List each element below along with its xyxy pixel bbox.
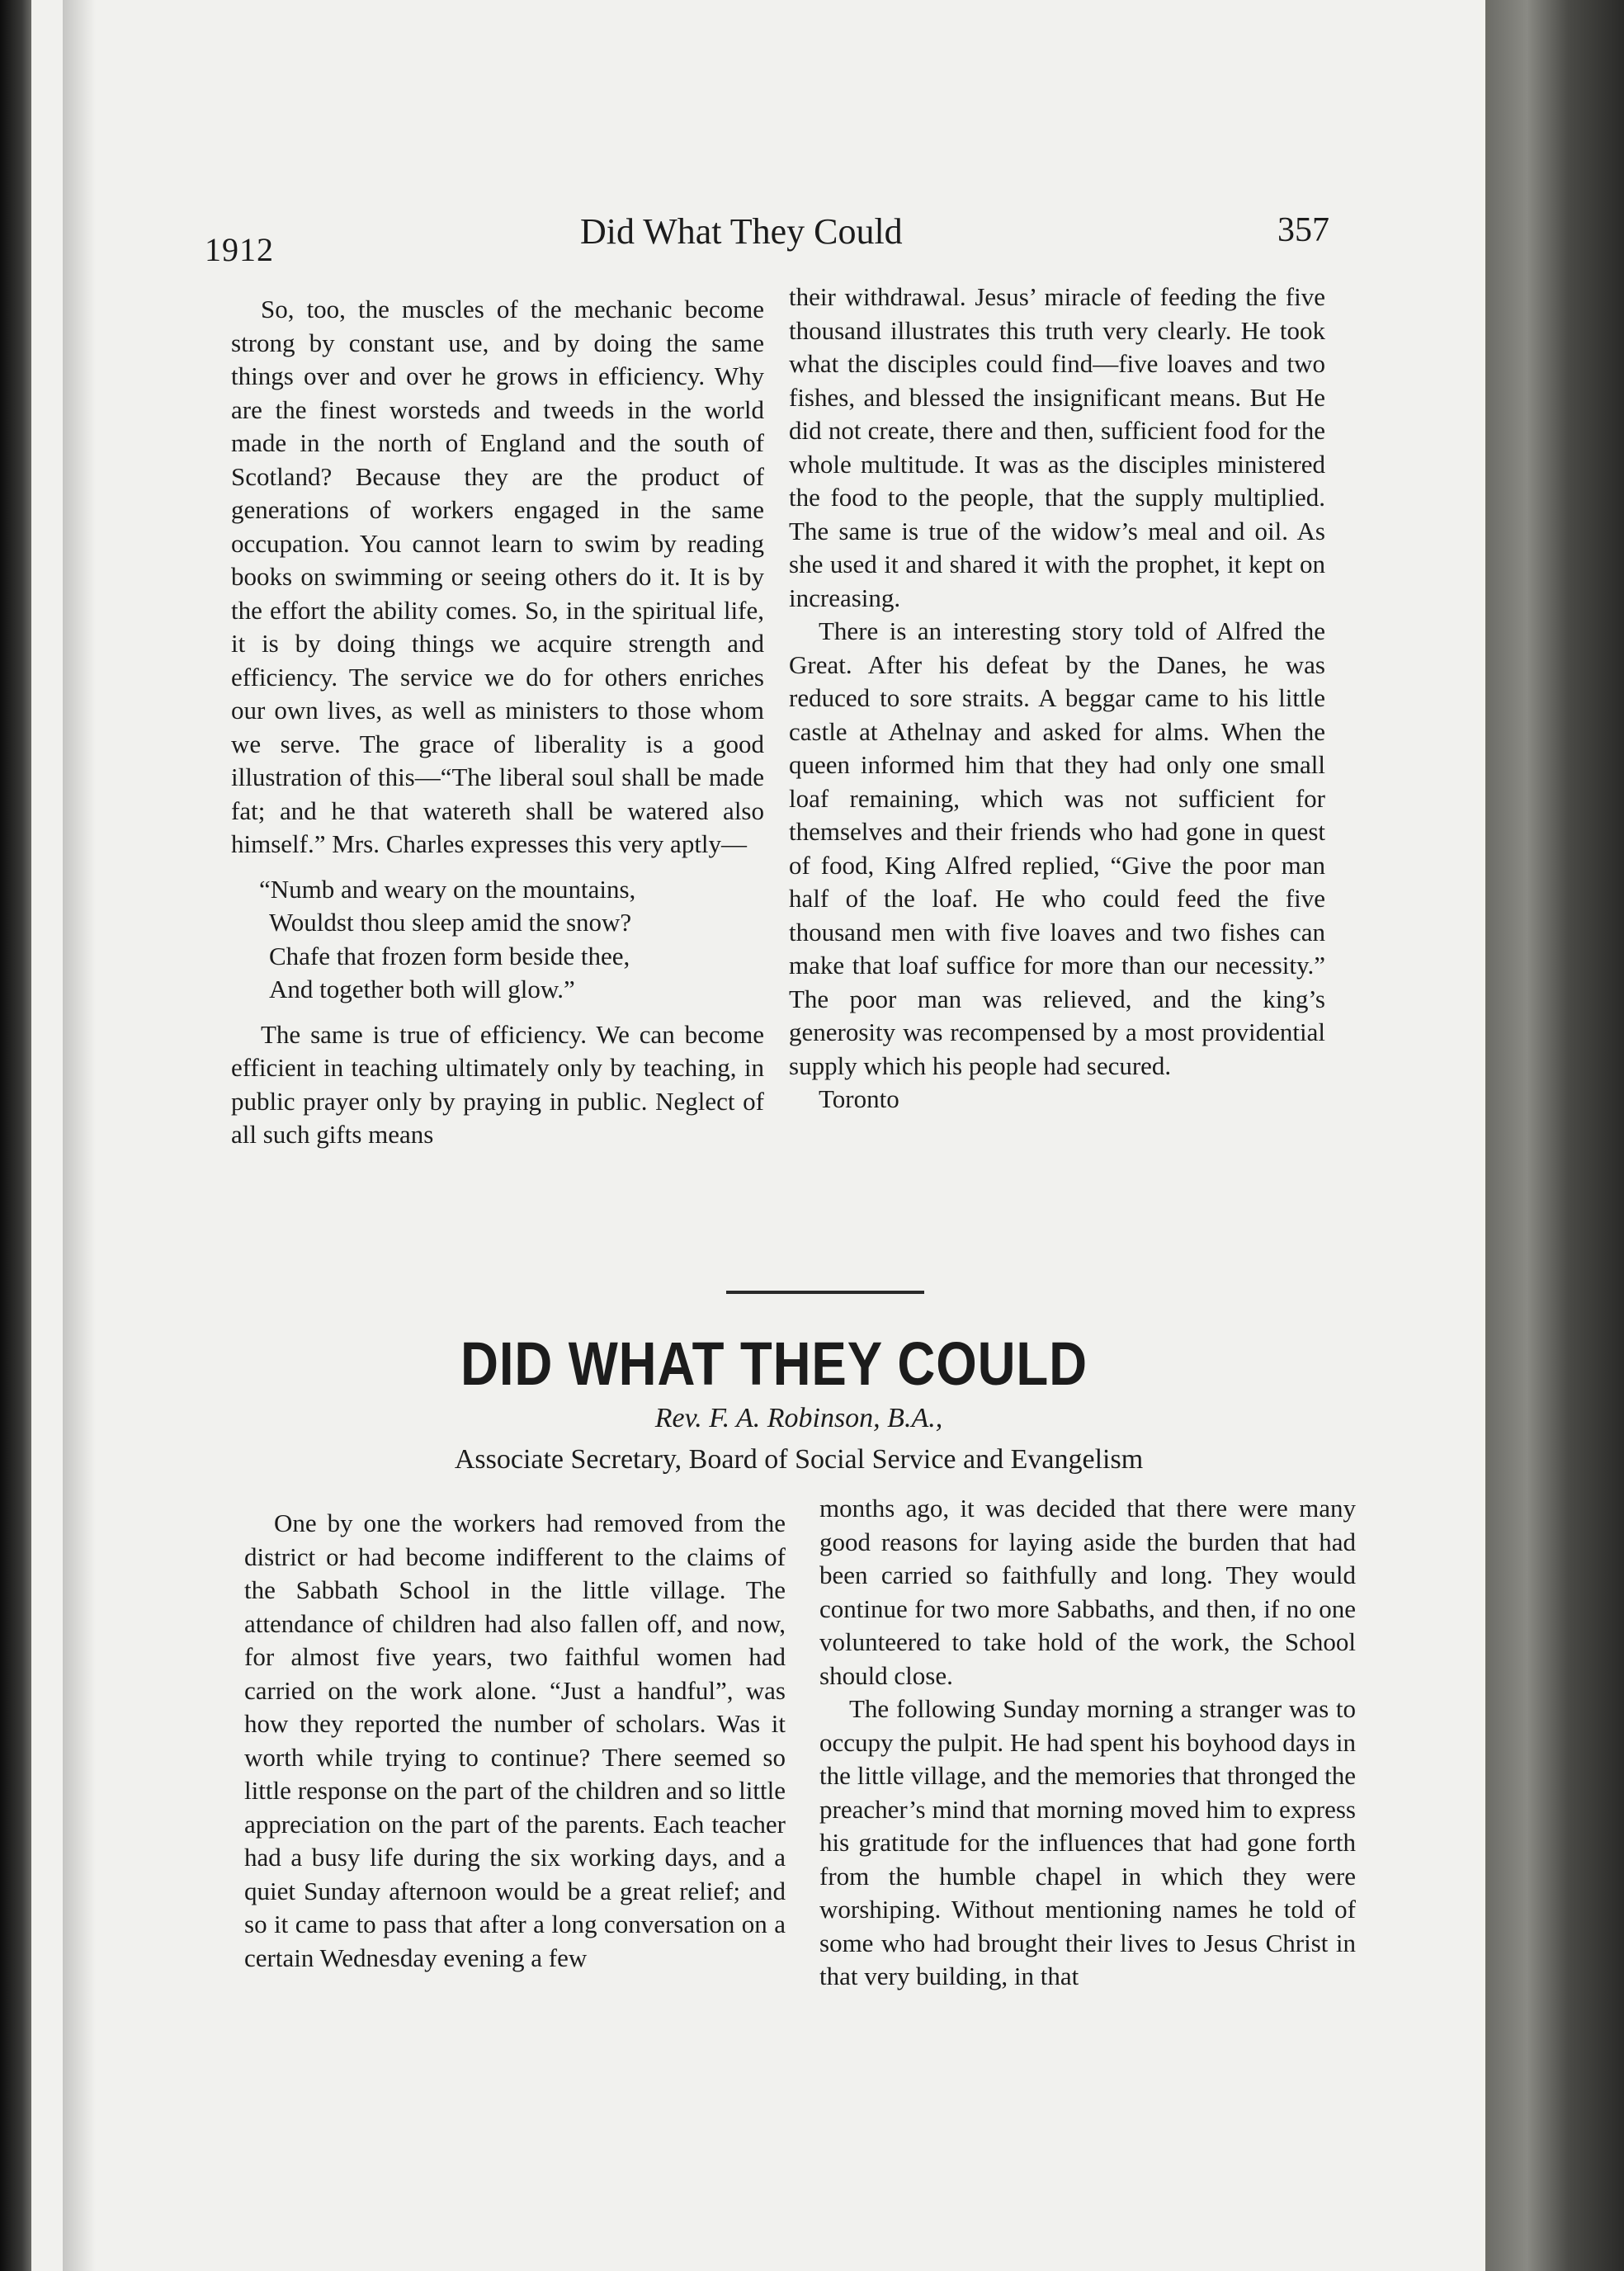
previous-article-right-column [789,281,1325,1117]
author-affiliation: Associate Secretary, Board of Social Service and Evangelism [454,1444,1144,1475]
paragraph: One by one the workers had removed from the district or had become indifferent to the claims of the Sabbath School in the little village. The attendance of children had also fallen off, and now, for almost five years, two faithful women had carried on the work alone. “Just a handful”, was how they reported the number of scholars. Was it worth while trying to continue? There seemed so little response on the part of the children and so little appreciation on the part of the parents. Each teacher had a busy life during the six working days, and a quiet Sunday afternoon would be a great relief; and so it came to pass that after a long conversation on a certain Wednesday evening a few [244,1508,786,1972]
paragraph: their withdrawal. Jesus’ miracle of feeding the five thousand illustrates this truth very clearly. He took what the disciples could find—five loaves and two fishes, and blessed the insignificant means. But He did not create, there and then, sufficient food for the whole multitude. It was as the disciples ministered the food to the people, that the supply multiplied. The same is true of the widow’s meal and oil. As she used it and shared it with the prophet, it kept on increasing. [789,282,1325,612]
section-divider [726,1291,924,1294]
poem-line: Chafe that frozen form beside thee, [269,941,630,970]
article-left-column [244,1507,786,1975]
article-author: Rev. F. A. Robinson, B.A., [654,1403,943,1433]
poem-line: Wouldst thou sleep amid the snow? [269,908,632,937]
poem-line: “Numb and weary on the mountains, [259,874,636,904]
paragraph: There is an interesting story told of Alfred the Great. After his defeat by the Danes, he was reduced to sore straits. A beggar came to his little castle at Athelnay and asked for alms. When the queen informed him that they had only one small loaf remaining, which was not sufficient for themselves and their friends who had gone in quest of food, King Alfred replied, “Give the poor man half of the loaf. He who could feed the five thousand men with five loaves and two fishes can make that loaf suffice for more than our necessity.” The poor man was relieved, and the king’s generosity was recompensed by a most providential supply which his people had secured. [789,616,1325,1080]
previous-article-left-column [231,293,764,1152]
page-number: 357 [1277,211,1329,249]
paragraph: The same is true of efficiency. We can become efficient in teaching ultimately only by teaching, in public prayer only by praying in public. Neglect of all such gifts means [231,1019,764,1149]
book-binding-edge [0,0,31,2271]
running-head [31,210,1517,268]
article-right-column [819,1492,1356,1994]
running-head-title: Did What They Could [580,211,903,252]
gutter-shadow [63,0,96,2271]
paragraph: The following Sunday morning a stranger was to occupy the pulpit. He had spent his boyhood days in the little village, and the memories that thronged the preacher’s mind that morning moved him to express his gratitude for the influences that had gone forth from the humble chapel in which they were worshiping. Without mentioning names he told of some who had brought their lives to Jesus Christ in that very building, in that [819,1694,1356,1990]
signoff-location: Toronto [819,1084,899,1113]
paragraph: So, too, the muscles of the mechanic become strong by constant use, and by doing the same things over and over he grows in efficiency. Why are the finest worsteds and tweeds in the world made in the north of England and the south of Scotland? Because they are the product of generations of workers engaged in the same occupation. You cannot learn to swim by reading books on swimming or seeing others do it. It is by the effort the ability comes. So, in the spiritual life, it is by doing things we acquire strength and efficiency. The service we do for others enriches our own lives, as well as ministers to those whom we serve. The grace of liberality is a good illustration of this—“The liberal soul shall be made fat; and he that watereth shall be watered also himself.” Mrs. Charles expresses this very aptly— [231,295,764,858]
running-head-year: 1912 [205,231,274,268]
book-page [31,0,1517,2271]
poem-line: And together both will glow.” [269,975,575,1003]
page-stack-edge [1485,0,1624,2271]
article-title: DID WHAT THEY COULD [460,1329,1088,1398]
poem-quotation [259,873,764,1007]
paragraph: months ago, it was decided that there were many good reasons for laying aside the burden that had been carried so faithfully and long. They would continue for two more Sabbaths, and then, if no one volunteered to take hold of the work, the School should close. [819,1494,1356,1690]
